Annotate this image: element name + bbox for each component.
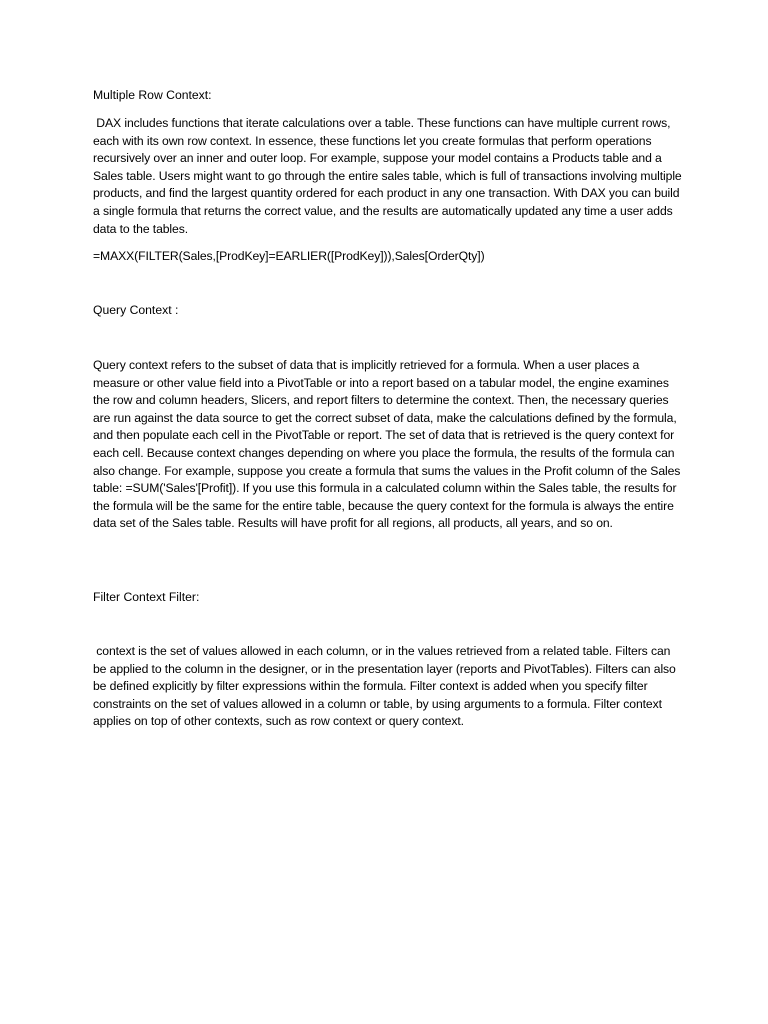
- section-heading-filter-context: Filter Context Filter:: [93, 590, 200, 604]
- section-paragraph-multiple-row-context: DAX includes functions that iterate calculations over a table. These functions can have multiple current rows, each with its own row context. In essence, these functions let you create formulas that perform operations recursively over an inner and outer loop. For example, suppose your model contains a Products table and a Sales table. Users might want to go through the entire sales table, which is full of transactions involving multiple products, and find the largest quantity ordered for each product in any one transaction. With DAX you can build a single formula that returns the correct value, and the results are automatically updated any time a user adds data to the tables.: [93, 116, 685, 236]
- section-heading-query-context: Query Context :: [93, 303, 179, 317]
- section-heading-multiple-row-context: Multiple Row Context:: [93, 88, 212, 102]
- section-paragraph-filter-context: context is the set of values allowed in each column, or in the values retrieved from a related table. Filters can be applied to the column in the designer, or in the presentation layer (reports and PivotTables). Filters can also be defined explicitly by filter expressions within the formula. Filter context is added when you specify filter constraints on the set of values allowed in a column or table, by using arguments to a formula. Filter context applies on top of other contexts, such as row context or query context.: [93, 644, 680, 729]
- section-paragraph-query-context: Query context refers to the subset of data that is implicitly retrieved for a formula. When a user places a measure or other value field into a PivotTable or into a report based on a tabular model, the engine examines the row and column headers, Slicers, and report filters to determine the context. Then, the necessary queries are run against the data source to get the correct subset of data, make the calculations defined by the formula, and then populate each cell in the PivotTable or report. The set of data that is retrieved is the query context for each cell. Because context changes depending on where you place the formula, the results of the formula can also change. For example, suppose you create a formula that sums the values in the Profit column of the Sales table: =SUM('Sales'[Profit]). If you use this formula in a calculated column within the Sales table, the results for the formula will be the same for the entire table, because the query context for the formula is always the entire data set of the Sales table. Results will have profit for all regions, all products, all years, and so on.: [93, 358, 681, 531]
- dax-formula-example: =MAXX(FILTER(Sales,[ProdKey]=EARLIER([ProdKey])),Sales[OrderQty]): [93, 249, 485, 263]
